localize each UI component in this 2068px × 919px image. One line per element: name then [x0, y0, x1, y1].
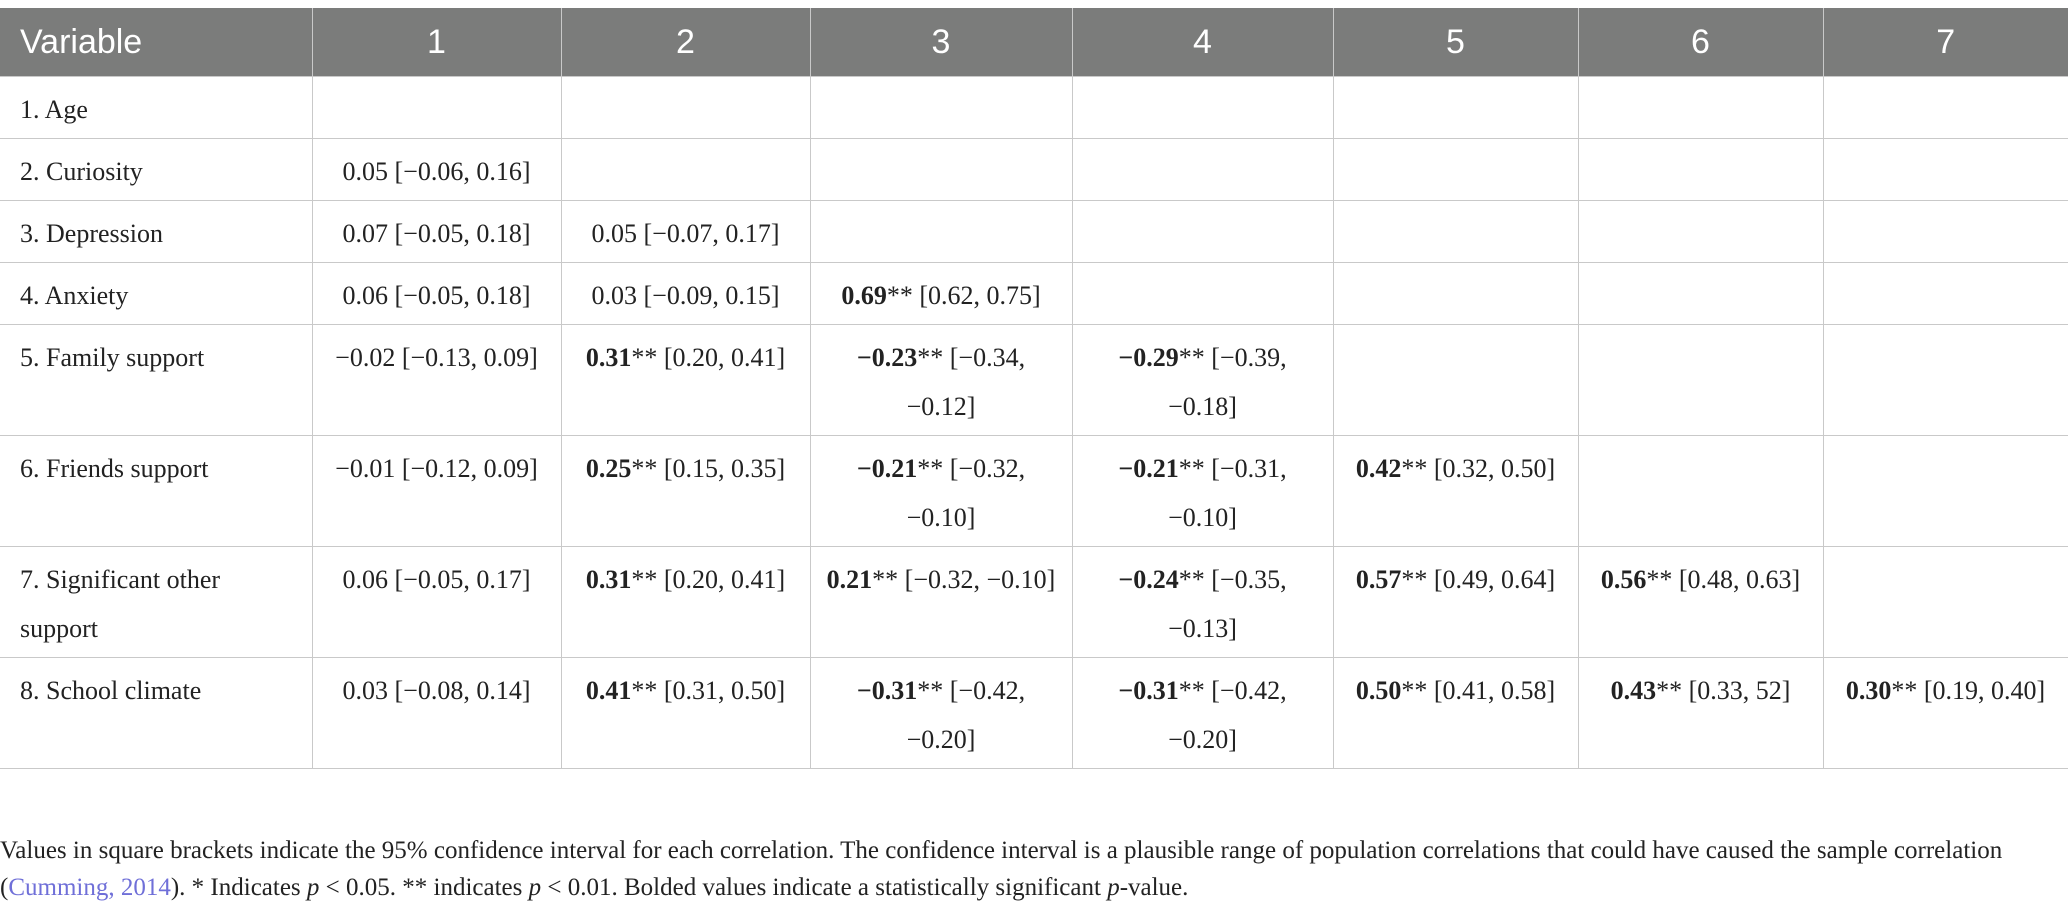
- significance-stars: **: [1178, 454, 1205, 483]
- significance-stars: **: [917, 343, 944, 372]
- variable-label: 4. Anxiety: [0, 263, 312, 325]
- confidence-interval: [−0.07, 0.17]: [643, 219, 780, 248]
- correlation-cell: [312, 658, 561, 769]
- correlation-cell: [312, 263, 561, 325]
- correlation-value: −0.21: [856, 454, 918, 483]
- correlation-cell: [312, 201, 561, 263]
- table-row: [0, 263, 2068, 325]
- confidence-interval: [−0.09, 0.15]: [643, 281, 780, 310]
- confidence-interval: [0.19, 0.40]: [1923, 676, 2046, 705]
- correlation-value: −0.29: [1118, 343, 1179, 372]
- significance-stars: **: [872, 565, 899, 594]
- correlation-cell: [561, 139, 810, 201]
- correlation-value: 0.31: [585, 343, 632, 372]
- confidence-interval: [−0.13, 0.09]: [401, 343, 538, 372]
- correlation-cell: [312, 77, 561, 139]
- correlation-value: −0.31: [1118, 676, 1179, 705]
- column-header-5: 5: [1333, 8, 1578, 77]
- correlation-value: −0.01: [335, 454, 396, 483]
- correlation-cell: [1578, 77, 1823, 139]
- correlation-cell: [1072, 263, 1333, 325]
- p-symbol: p: [1107, 874, 1120, 901]
- correlation-cell: [810, 139, 1072, 201]
- column-header-2: 2: [561, 8, 810, 77]
- correlation-cell: [810, 201, 1072, 263]
- column-header-6: 6: [1578, 8, 1823, 77]
- correlation-value: 0.05: [591, 219, 637, 248]
- correlation-value: 0.03: [342, 676, 388, 705]
- variable-label: 6. Friends support: [0, 436, 312, 547]
- table-body: [0, 77, 2068, 769]
- confidence-interval: [0.49, 0.64]: [1433, 565, 1556, 594]
- table-row: [0, 547, 2068, 658]
- correlation-cell: [810, 77, 1072, 139]
- correlation-cell: [810, 263, 1072, 325]
- confidence-interval: [−0.42, −0.20]: [1168, 676, 1287, 754]
- column-header-3: 3: [810, 8, 1072, 77]
- correlation-value: 0.03: [591, 281, 637, 310]
- correlation-cell: [312, 547, 561, 658]
- correlation-value: 0.41: [585, 676, 632, 705]
- p-symbol: p: [528, 874, 542, 901]
- confidence-interval: [−0.32, −0.10]: [906, 454, 1026, 532]
- confidence-interval: [0.33, 52]: [1688, 676, 1791, 705]
- significance-stars: **: [631, 565, 658, 594]
- note-text: < 0.05. ** indicates: [319, 874, 529, 901]
- correlation-cell: [1823, 201, 2068, 263]
- correlation-cell: [1072, 436, 1333, 547]
- confidence-interval: [−0.12, 0.09]: [401, 454, 538, 483]
- variable-label: 7. Significant other support: [0, 547, 312, 658]
- correlation-cell: [1823, 139, 2068, 201]
- significance-stars: **: [1178, 343, 1205, 372]
- confidence-interval: [0.32, 0.50]: [1433, 454, 1556, 483]
- correlation-value: −0.31: [856, 676, 918, 705]
- correlation-value: 0.30: [1845, 676, 1892, 705]
- correlation-cell: [561, 77, 810, 139]
- significance-stars: **: [917, 676, 944, 705]
- confidence-interval: [−0.35, −0.13]: [1168, 565, 1287, 643]
- table-row: [0, 436, 2068, 547]
- significance-stars: **: [1401, 454, 1428, 483]
- correlation-cell: [810, 436, 1072, 547]
- table-row: [0, 139, 2068, 201]
- correlation-cell: [1333, 436, 1578, 547]
- confidence-interval: [−0.42, −0.20]: [906, 676, 1026, 754]
- note-text: -value.: [1119, 874, 1189, 901]
- correlation-cell: [561, 658, 810, 769]
- confidence-interval: [−0.31, −0.10]: [1168, 454, 1287, 532]
- correlation-value: 0.69: [841, 281, 887, 310]
- correlation-cell: [312, 325, 561, 436]
- confidence-interval: [0.20, 0.41]: [663, 343, 786, 372]
- correlation-cell: [1578, 139, 1823, 201]
- significance-stars: **: [1401, 565, 1428, 594]
- confidence-interval: [−0.05, 0.18]: [394, 219, 531, 248]
- significance-stars: **: [1646, 565, 1673, 594]
- correlation-cell: [1333, 201, 1578, 263]
- confidence-interval: [0.41, 0.58]: [1433, 676, 1556, 705]
- significance-stars: **: [1178, 676, 1205, 705]
- correlation-value: −0.21: [1118, 454, 1179, 483]
- confidence-interval: [−0.32, −0.10]: [904, 565, 1056, 594]
- confidence-interval: [0.15, 0.35]: [663, 454, 786, 483]
- correlation-cell: [1333, 547, 1578, 658]
- correlation-value: −0.02: [335, 343, 396, 372]
- correlation-cell: [1072, 325, 1333, 436]
- p-symbol: p: [306, 874, 320, 901]
- confidence-interval: [0.48, 0.63]: [1678, 565, 1801, 594]
- correlation-cell: [1823, 325, 2068, 436]
- correlation-cell: [1578, 201, 1823, 263]
- citation-link[interactable]: Cumming, 2014: [8, 874, 171, 901]
- note-text: Values in square brackets indicate the 95% confidence interval for each correlation. The confidence interval is a plausible range of population correlations that could have caused the sample correlation (: [0, 837, 2003, 901]
- correlation-value: 0.06: [342, 565, 388, 594]
- table-row: [0, 77, 2068, 139]
- correlation-cell: [810, 325, 1072, 436]
- correlation-value: 0.42: [1355, 454, 1402, 483]
- correlation-value: −0.23: [856, 343, 918, 372]
- confidence-interval: [−0.34, −0.12]: [906, 343, 1026, 421]
- confidence-interval: [−0.08, 0.14]: [394, 676, 531, 705]
- correlation-cell: [1578, 658, 1823, 769]
- correlation-cell: [1072, 77, 1333, 139]
- correlation-value: 0.06: [342, 281, 388, 310]
- header-row: [0, 8, 2068, 77]
- correlation-cell: [810, 658, 1072, 769]
- correlation-cell: [1333, 139, 1578, 201]
- correlation-value: 0.43: [1610, 676, 1657, 705]
- correlation-cell: [1072, 139, 1333, 201]
- column-header-1: 1: [312, 8, 561, 77]
- significance-stars: **: [917, 454, 944, 483]
- confidence-interval: [−0.39, −0.18]: [1168, 343, 1287, 421]
- significance-stars: **: [1178, 565, 1205, 594]
- variable-label: 3. Depression: [0, 201, 312, 263]
- correlation-value: 0.56: [1600, 565, 1647, 594]
- confidence-interval: [−0.06, 0.16]: [394, 157, 531, 186]
- significance-stars: **: [1891, 676, 1918, 705]
- correlation-value: 0.21: [826, 565, 873, 594]
- correlation-cell: [1072, 658, 1333, 769]
- correlation-cell: [1333, 263, 1578, 325]
- correlation-cell: [1823, 77, 2068, 139]
- significance-stars: **: [631, 343, 658, 372]
- table-row: [0, 325, 2068, 436]
- correlation-cell: [1823, 436, 2068, 547]
- table-header: [0, 8, 2068, 77]
- correlation-cell: [312, 139, 561, 201]
- correlation-value: 0.50: [1355, 676, 1402, 705]
- variable-label: 5. Family support: [0, 325, 312, 436]
- correlation-cell: [1578, 263, 1823, 325]
- table-row: [0, 201, 2068, 263]
- confidence-interval: [0.31, 0.50]: [663, 676, 786, 705]
- correlation-cell: [561, 547, 810, 658]
- note-text: ). * Indicates: [170, 874, 307, 901]
- correlation-cell: [1578, 325, 1823, 436]
- variable-label: 2. Curiosity: [0, 139, 312, 201]
- correlation-cell: [312, 436, 561, 547]
- correlation-value: 0.31: [585, 565, 632, 594]
- correlation-cell: [1333, 77, 1578, 139]
- correlation-cell: [1072, 547, 1333, 658]
- correlation-cell: [1578, 436, 1823, 547]
- correlation-cell: [1333, 325, 1578, 436]
- correlation-table: [0, 8, 2068, 769]
- correlation-cell: [1072, 201, 1333, 263]
- correlation-cell: [561, 201, 810, 263]
- significance-stars: **: [1656, 676, 1683, 705]
- correlation-value: −0.24: [1118, 565, 1179, 594]
- column-header-variable: Variable: [0, 8, 312, 77]
- column-header-4: 4: [1072, 8, 1333, 77]
- variable-label: 8. School climate: [0, 658, 312, 769]
- confidence-interval: [0.62, 0.75]: [919, 281, 1041, 310]
- correlation-value: 0.07: [342, 219, 388, 248]
- confidence-interval: [0.20, 0.41]: [663, 565, 786, 594]
- confidence-interval: [−0.05, 0.18]: [394, 281, 531, 310]
- significance-stars: **: [886, 281, 913, 310]
- correlation-cell: [1578, 547, 1823, 658]
- confidence-interval: [−0.05, 0.17]: [394, 565, 531, 594]
- correlation-cell: [1823, 263, 2068, 325]
- significance-stars: **: [631, 676, 658, 705]
- table-row: [0, 658, 2068, 769]
- correlation-value: 0.25: [585, 454, 632, 483]
- significance-stars: **: [1401, 676, 1428, 705]
- column-header-7: 7: [1823, 8, 2068, 77]
- variable-label: 1. Age: [0, 77, 312, 139]
- correlation-cell: [561, 325, 810, 436]
- table-note: [0, 832, 2050, 906]
- correlation-cell: [1823, 547, 2068, 658]
- correlation-value: 0.05: [342, 157, 388, 186]
- correlation-cell: [1333, 658, 1578, 769]
- significance-stars: **: [631, 454, 658, 483]
- correlation-cell: [1823, 658, 2068, 769]
- correlation-value: 0.57: [1355, 565, 1402, 594]
- note-text: < 0.01. Bolded values indicate a statistically significant: [541, 874, 1108, 901]
- correlation-cell: [810, 547, 1072, 658]
- correlation-cell: [561, 436, 810, 547]
- correlation-cell: [561, 263, 810, 325]
